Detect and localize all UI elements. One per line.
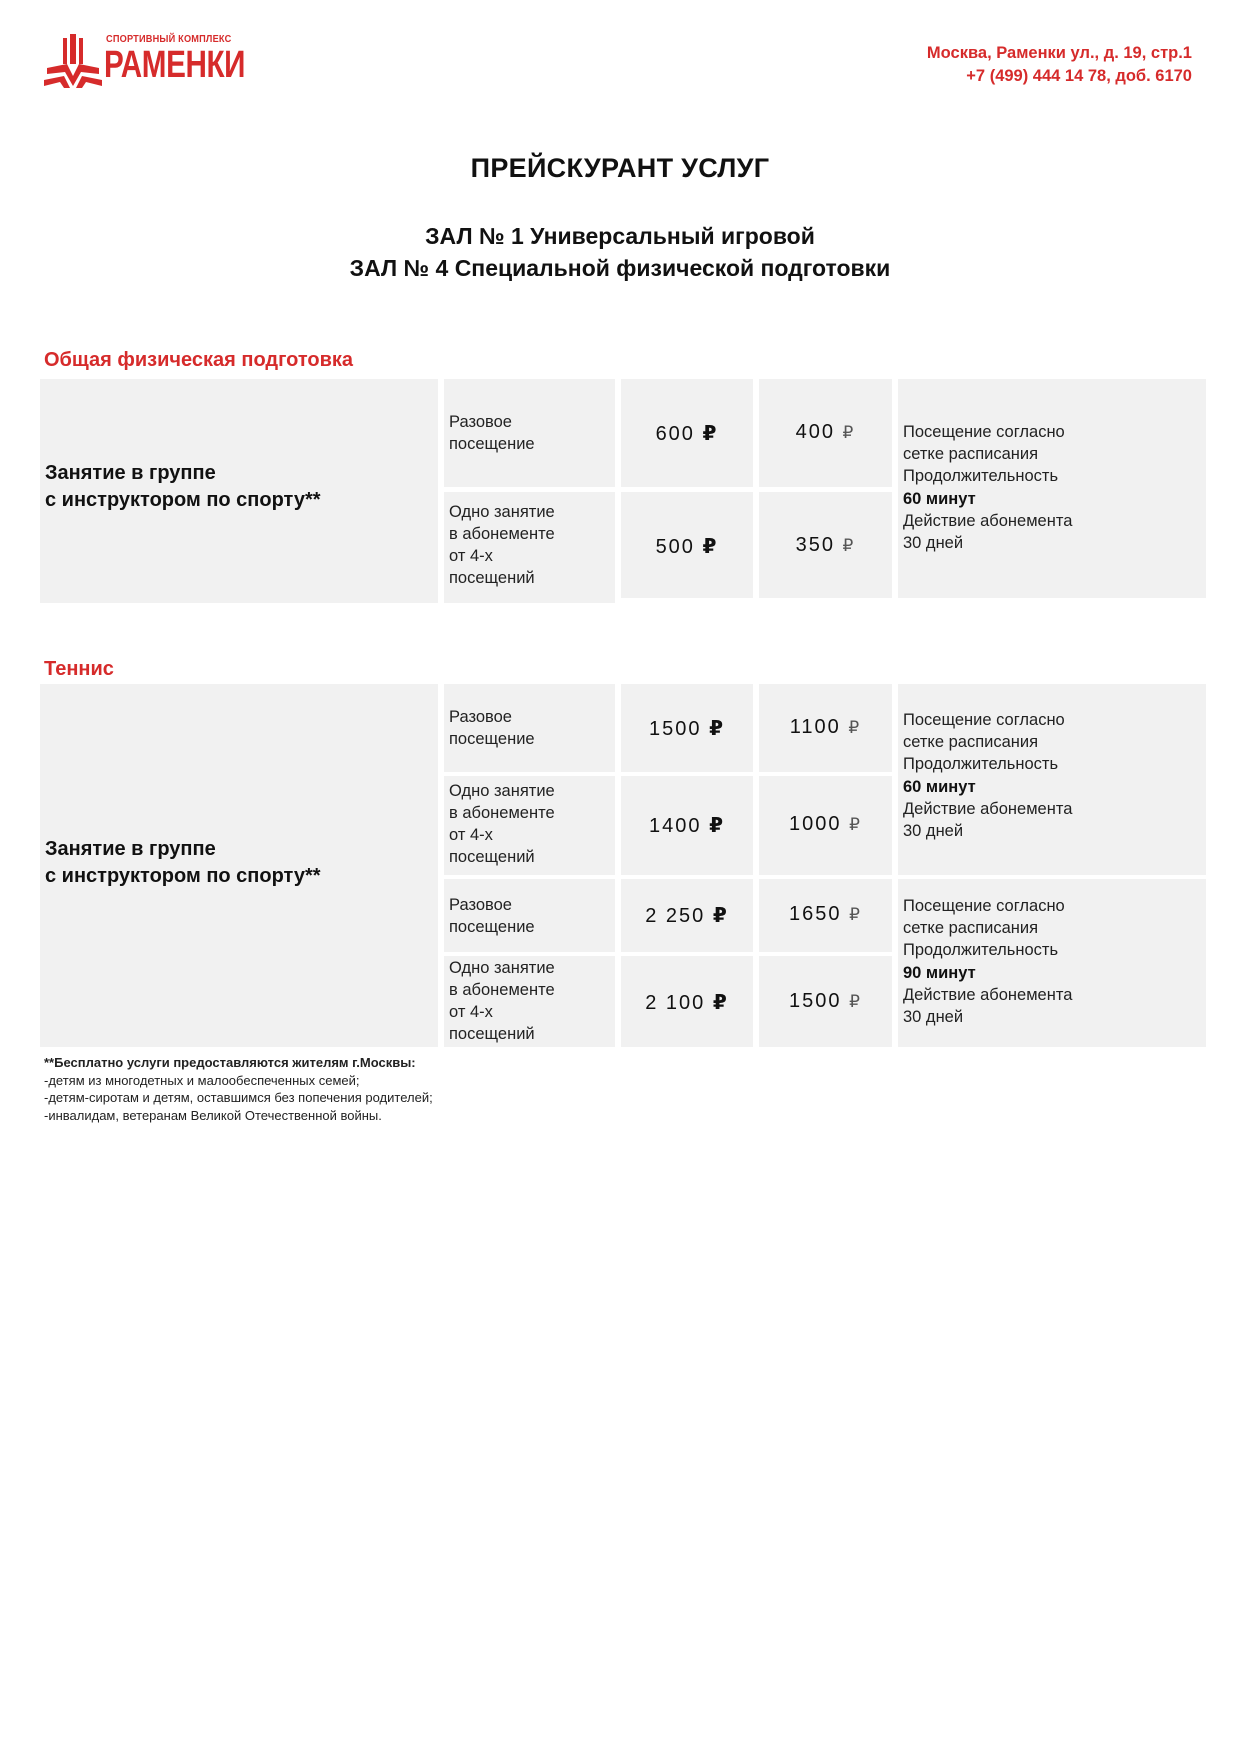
price-discount: 1650 xyxy=(789,903,842,925)
option-cell xyxy=(444,684,615,772)
option-label: Одно занятие xyxy=(449,782,555,800)
option-label: посещений xyxy=(449,848,535,866)
ruble-icon: ₽ xyxy=(712,992,729,1014)
option-label: Одно занятие xyxy=(449,959,555,977)
ruble-icon: ₽ xyxy=(849,815,862,834)
price-discount: 350 xyxy=(795,534,835,556)
ruble-icon: ₽ xyxy=(849,992,862,1011)
price-cell xyxy=(621,879,753,952)
option-cell xyxy=(444,879,615,952)
option-label: Разовое xyxy=(449,896,512,914)
option-label: в абонементе xyxy=(449,981,555,999)
group-cell xyxy=(40,684,438,1047)
info-cell xyxy=(898,684,1206,875)
info-duration: 60 минут xyxy=(903,777,976,796)
footnote-item: -детям из многодетных и малообеспеченных семей; xyxy=(44,1072,360,1088)
option-label: Одно занятие xyxy=(449,503,555,521)
ruble-icon: ₽ xyxy=(702,536,719,558)
info-cell xyxy=(898,379,1206,598)
info-line: Действие абонемента xyxy=(903,799,1073,818)
ruble-icon: ₽ xyxy=(848,718,862,737)
group-label: Занятие в группе xyxy=(45,462,216,484)
info-cell xyxy=(898,879,1206,1047)
option-label: в абонементе xyxy=(449,804,555,822)
logo-caption: СПОРТИВНЫЙ КОМПЛЕКС xyxy=(106,34,232,45)
info-line: сетке расписания xyxy=(903,445,1039,464)
option-label: от 4-х xyxy=(449,1003,493,1021)
price-cell xyxy=(621,776,753,875)
option-cell xyxy=(444,492,615,603)
info-line: Посещение согласно xyxy=(903,423,1065,441)
info-line: Продолжительность xyxy=(903,755,1059,774)
price-cell xyxy=(621,956,753,1047)
contact-block xyxy=(927,42,1192,88)
option-label: в абонементе xyxy=(449,525,555,543)
price-regular: 600 xyxy=(655,423,695,445)
ruble-icon: ₽ xyxy=(842,423,856,442)
info-line: Действие абонемента xyxy=(903,985,1073,1004)
info-line: Действие абонемента xyxy=(903,511,1073,530)
info-line: 30 дней xyxy=(903,1008,964,1027)
info-line: 30 дней xyxy=(903,822,964,841)
phone: +7 (499) 444 14 78, доб. 6170 xyxy=(966,67,1192,85)
price-regular: 1500 xyxy=(649,718,702,740)
ruble-icon: ₽ xyxy=(702,423,719,445)
hall-subtitle-2: ЗАЛ № 4 Специальной физической подготовки xyxy=(349,255,891,281)
option-label: посещение xyxy=(449,730,535,748)
info-duration: 60 минут xyxy=(903,489,976,508)
option-cell xyxy=(444,956,615,1047)
ruble-icon: ₽ xyxy=(712,905,729,927)
price-cell xyxy=(621,379,753,487)
info-line: Продолжительность xyxy=(903,467,1059,486)
address: Москва, Раменки ул., д. 19, стр.1 xyxy=(926,44,1192,62)
info-line: сетке расписания xyxy=(903,733,1039,752)
ruble-icon: ₽ xyxy=(849,905,862,924)
price-discount: 1500 xyxy=(789,990,842,1012)
price-cell xyxy=(621,684,753,772)
option-cell xyxy=(444,776,615,875)
info-line: Посещение согласно xyxy=(903,897,1065,915)
price-discount: 1000 xyxy=(789,813,842,835)
option-label: Разовое xyxy=(449,708,512,726)
hall-subtitle-1: ЗАЛ № 1 Универсальный игровой xyxy=(425,223,815,249)
price-discount: 1100 xyxy=(789,716,841,738)
group-label: с инструктором по спорту** xyxy=(45,489,321,511)
footnote-item: -инвалидам, ветеранам Великой Отечественной войны. xyxy=(44,1107,382,1123)
logo-wordmark: РАМЕНКИ xyxy=(104,44,246,86)
price-cell xyxy=(621,492,753,598)
footnote-item: -детям-сиротам и детям, оставшимся без попечения родителей; xyxy=(44,1090,433,1105)
footnote xyxy=(44,1054,433,1124)
price-cell xyxy=(759,956,892,1047)
info-line: 30 дней xyxy=(903,534,964,553)
price-cell xyxy=(759,684,892,772)
option-label: от 4-х xyxy=(449,826,493,844)
price-regular: 1400 xyxy=(649,815,702,837)
info-line: Продолжительность xyxy=(903,941,1059,960)
group-label: Занятие в группе xyxy=(45,838,216,860)
section-title-ofp: Общая физическая подготовка xyxy=(44,349,354,371)
option-label: Разовое xyxy=(449,413,512,431)
price-regular: 2 250 xyxy=(645,905,706,927)
info-duration: 90 минут xyxy=(903,963,976,982)
price-discount: 400 xyxy=(795,421,835,443)
info-line: Посещение согласно xyxy=(903,711,1065,729)
price-cell xyxy=(759,776,892,875)
price-cell xyxy=(759,492,892,598)
option-label: посещений xyxy=(449,569,535,587)
page-title: ПРЕЙСКУРАНТ УСЛУГ xyxy=(470,153,770,183)
option-cell xyxy=(444,379,615,487)
ruble-icon: ₽ xyxy=(709,815,725,837)
price-regular: 500 xyxy=(655,536,695,558)
price-cell xyxy=(759,879,892,952)
price-cell xyxy=(759,379,892,487)
ruble-icon: ₽ xyxy=(709,718,725,740)
price-regular: 2 100 xyxy=(645,992,706,1014)
footnote-heading: **Бесплатно услуги предоставляются жителям г.Москвы: xyxy=(44,1055,416,1070)
option-label: посещений xyxy=(449,1025,535,1043)
option-label: посещение xyxy=(449,435,535,453)
logo xyxy=(44,34,254,94)
ruble-icon: ₽ xyxy=(842,536,856,555)
info-line: сетке расписания xyxy=(903,919,1039,938)
option-label: посещение xyxy=(449,918,535,936)
logo-emblem-icon xyxy=(44,34,102,90)
group-cell xyxy=(40,379,438,603)
option-label: от 4-х xyxy=(449,547,493,565)
section-title-tennis: Теннис xyxy=(44,658,114,680)
group-label: с инструктором по спорту** xyxy=(45,865,321,887)
